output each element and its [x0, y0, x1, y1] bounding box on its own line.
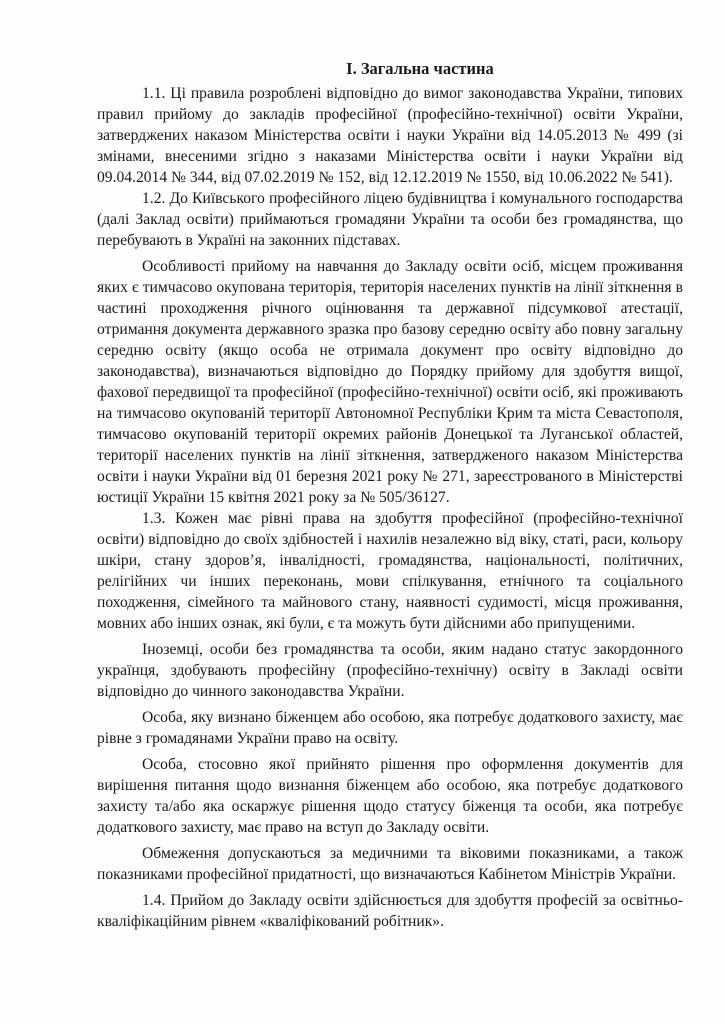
- section-heading: І. Загальна частина: [346, 59, 494, 78]
- paragraph-occupied-territories: Особливості прийому на навчання до Закладу освіти осіб, місцем проживання яких є тимчасово окупована територія, територія населених пунктів на лінії зіткнення в частині проходження річного оцінювання та державної підсумкової атестації, отримання документа державного зразка про базову середню освіту або повну загальну середню освіту (якщо особа не отримала документ про освіту відповідно до законодавства), визначаються відповідно до Порядку прийому для здобуття вищої, фахової передвищої та професійної (професійно-технічної) освіти осіб, які проживають на тимчасово окупованій території Автономної Республіки Крим та міста Севастополя, тимчасово окупованій території окремих районів Донецької та Луганської областей, території населених пунктів на лінії зіткнення, затвердженого наказом Міністерства освіти і науки України від 01 березня 2021 року № 271, зареєстрованого в Міністерстві юстиції України 15 квітня 2021 року за № 505/36127.: [97, 258, 683, 506]
- paragraph-1-3: 1.3. Кожен має рівні права на здобуття професійної (професійно-технічної освіти) відповідно до своїх здібностей і нахилів незалежно від віку, статі, раси, кольору шкіри, стану здоров’я, інвалідності, громадянства, національності, політичних, релігійних чи інших переконань, мови спілкування, етнічного та соціального походження, сімейного та майнового стану, наявності судимості, місця проживання, мовних або інших ознак, які були, є та можуть бути дійсними або припущеними.: [97, 510, 683, 632]
- paragraph-1-1: 1.1. Ці правила розроблені відповідно до вимог законодавства України, типових правил прийому до закладів професійної (професійно-технічної) освіти України, затверджених наказом Міністерства освіти і науки України від 14.05.2013 № 499 (зі змінами, внесеними згідно з наказами Міністерства освіти і науки України від 09.04.2014 № 344, від 07.02.2019 № 152, від 12.12.2019 № 1550, від 10.06.2022 № 541).: [97, 85, 683, 186]
- paragraph-refugee-decision: Особа, стосовно якої прийнято рішення про оформлення документів для вирішення питання щодо визнання біженцем або особою, яка потребує додаткового захисту та/або яка оскаржує рішення щодо статусу біженця та особи, яка потребує додаткового захисту, має право на вступ до Закладу освіти.: [97, 756, 683, 836]
- document-body: [97, 58, 683, 932]
- paragraph-restrictions: Обмеження допускаються за медичними та віковими показниками, а також показниками професійної придатності, що визначаються Кабінетом Міністрів України.: [97, 845, 683, 883]
- paragraph-1-2: 1.2. До Київського професійного ліцею будівництва і комунального господарства (далі Заклад освіти) приймаються громадяни України та особи без громадянства, що перебувають в Україні на законних підставах.: [97, 190, 683, 249]
- paragraph-refugees: Особа, яку визнано біженцем або особою, яка потребує додаткового захисту, має рівне з громадянами України право на освіту.: [97, 709, 683, 747]
- paragraph-foreigners: Іноземці, особи без громадянства та особи, яким надано статус закордонного українця, здобувають професійну (професійно-технічну) освіту в Закладі освіти відповідно до чинного законодавства України.: [97, 641, 683, 700]
- paragraph-1-4: 1.4. Прийом до Закладу освіти здійснюється для здобуття професій за освітньо-кваліфікаційним рівнем «кваліфікований робітник».: [97, 892, 683, 930]
